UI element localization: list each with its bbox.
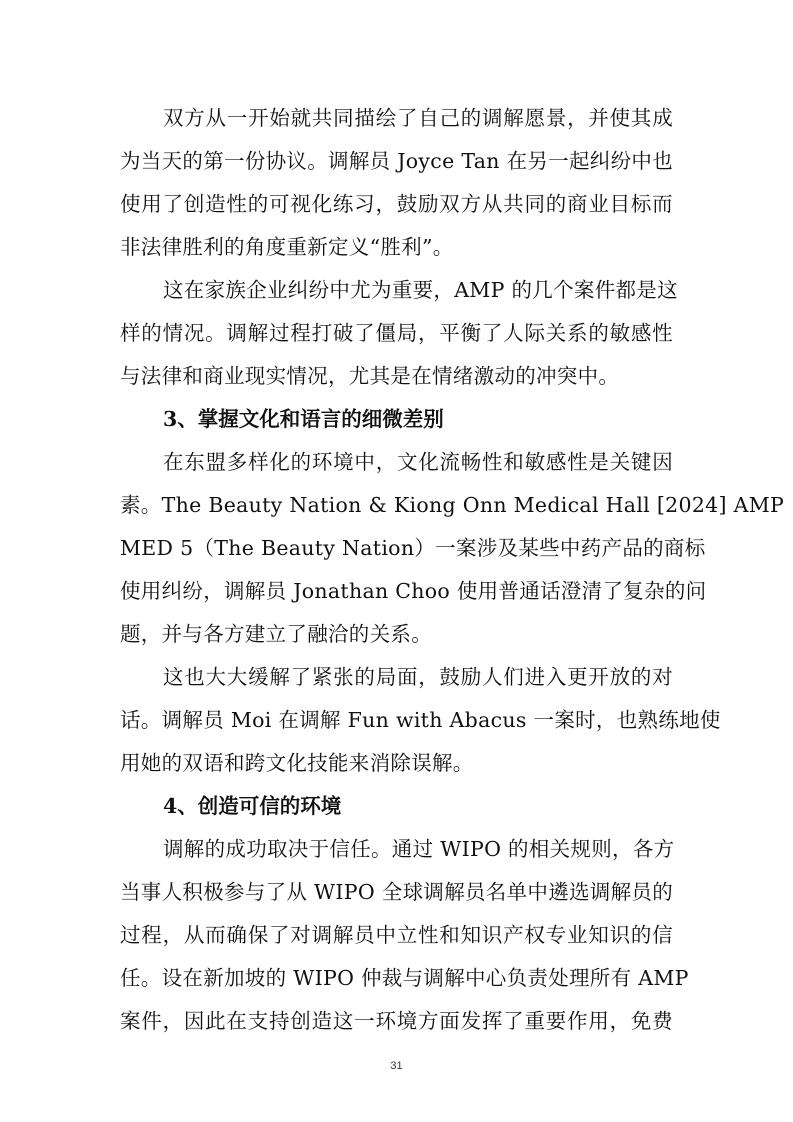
paragraph-5-line-4: 任。设在新加坡的 WIPO 仲裁与调解中心负责处理所有 AMP [120,966,689,990]
page-number: 31 [390,1060,403,1072]
paragraph-4-line-3: 用她的双语和跨文化技能来消除误解。 [120,751,474,775]
section-heading-3: 3、掌握文化和语言的细微差别 [163,407,444,431]
paragraph-3-line-4: 使用纠纷，调解员 Jonathan Choo 使用普通话澄清了复杂的问 [120,579,707,603]
paragraph-5-line-3: 过程，从而确保了对调解员中立性和知识产权专业知识的信 [120,923,673,947]
paragraph-2-line-3: 与法律和商业现实情况，尤其是在情绪激动的冲突中。 [120,364,620,388]
paragraph-3-line-3: MED 5（The Beauty Nation）一案涉及某些中药产品的商标 [120,536,706,560]
paragraph-5-line-5: 案件，因此在支持创造这一环境方面发挥了重要作用，免费 [120,1009,673,1033]
paragraph-1-line-2: 为当天的第一份协议。调解员 Joyce Tan 在另一起纠纷中也 [120,149,673,173]
paragraph-1-line-4: 非法律胜利的角度重新定义“胜利”。 [120,235,454,259]
paragraph-5-line-1: 调解的成功取决于信任。通过 WIPO 的相关规则，各方 [163,837,675,861]
paragraph-5-line-2: 当事人积极参与了从 WIPO 全球调解员名单中遴选调解员的 [120,880,673,904]
section-heading-4: 4、创造可信的环境 [163,794,342,818]
paragraph-4-line-2: 话。调解员 Moi 在调解 Fun with Abacus 一案时，也熟练地使 [120,708,721,732]
paragraph-3-line-1: 在东盟多样化的环境中，文化流畅性和敏感性是关键因 [163,450,673,474]
paragraph-2-line-2: 样的情况。调解过程打破了僵局，平衡了人际关系的敏感性 [120,321,673,345]
paragraph-1-line-1: 双方从一开始就共同描绘了自己的调解愿景，并使其成 [163,106,673,130]
paragraph-3-line-5: 题，并与各方建立了融洽的关系。 [120,622,432,646]
paragraph-2-line-1: 这在家族企业纠纷中尤为重要，AMP 的几个案件都是这 [163,278,678,302]
paragraph-1-line-3: 使用了创造性的可视化练习，鼓励双方从共同的商业目标而 [120,192,673,216]
paragraph-4-line-1: 这也大大缓解了紧张的局面，鼓励人们进入更开放的对 [163,665,673,689]
paragraph-3-line-2: 素。The Beauty Nation & Kiong Onn Medical Hall [2024] AMP [120,493,785,517]
